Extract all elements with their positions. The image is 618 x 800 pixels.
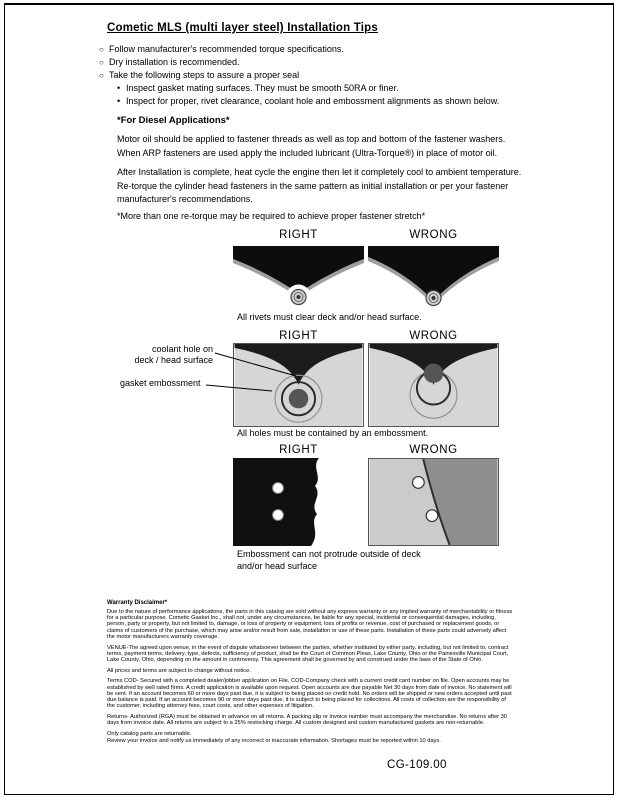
filled-bullet-icon: •: [117, 96, 121, 106]
list-item: [99, 70, 299, 81]
legal-section: [107, 600, 513, 749]
annotation-gasket-embossment: gasket embossment: [120, 378, 201, 388]
column-header-right: RIGHT: [279, 229, 318, 241]
legal-paragraph: Only catalog parts are returnable.: [107, 730, 192, 737]
embossment-protrusion-wrong-diagram: [369, 459, 498, 545]
hole-embossment-wrong-diagram: [369, 344, 498, 426]
tip-text: Follow manufacturer's recommended torque specifications.: [109, 44, 344, 54]
legal-paragraph: Due to the nature of performance applications, the parts in this catalog are sold without any express warranty or any implied warranty of merchantability or fitness for a particular purpose. Cometic Gasket Inc., shall not, under any circumstances, be liable for any special, incidental or consequential damages, including, person, party or property, but not limited to, damage, or loss of property or equipment, loss of profits or revenue, cost of purchased or replacement goods, or claims of customers of the purchase, which may arise and/or result from sale, installation or use of these parts. Installation of these parts could adversely affect the motor manufacturers warranty coverage.: [107, 609, 513, 640]
page-number: CG-109.00: [387, 759, 447, 771]
section-heading-diesel: *For Diesel Applications*: [117, 115, 230, 126]
tip-text: Take the following steps to assure a proper seal: [109, 70, 300, 80]
rivet-center-dot: [297, 295, 301, 299]
embossment-hole: [426, 510, 438, 522]
tip-text: Dry installation is recommended.: [109, 57, 240, 67]
diagram-caption: All holes must be contained by an embossment.: [237, 428, 429, 438]
list-item: [99, 57, 240, 68]
column-header-wrong: WRONG: [409, 330, 458, 342]
list-item: [99, 44, 344, 55]
embossment-protrusion-right-diagram: [233, 458, 364, 546]
legal-paragraph: VENUE-The agreed upon venue, in the event of dispute whatsoever between the parties, whether instituted by either party, including, but not limited to, contract terms, payment terms, delivery, type, defects, sufficiency of product, shall be the Court of Common Pleas, Lake County, Ohio or the Painesville Municipal Court, Lake County, Ohio, depending on the amount in controversy. This agreement shall be governed by and construed under the laws of the State of Ohio.: [107, 644, 509, 663]
embossment-hole: [273, 510, 284, 521]
column-header-wrong: WRONG: [409, 444, 458, 456]
connector-line-coolant-hole: [215, 353, 296, 376]
diagram-rivet-right-panel: [233, 246, 364, 308]
legal-heading: Warranty Disclaimer*: [107, 600, 168, 606]
rivet-center-dot: [432, 296, 436, 300]
paragraph: After Installation is complete, heat cycle the engine then let it completely cool to ambient temperature. Re-torque the cylinder head fasteners in the same pattern as initial installation or per your fastener manufacturer's recommendations.: [117, 167, 522, 204]
legal-paragraph: Review your invoice and notify us immediately of any incorrect or inaccurate information. Shortages must be reported within 10 days.: [107, 738, 441, 745]
annotation-text-line: deck / head surface: [134, 355, 213, 365]
filled-bullet-icon: •: [117, 83, 121, 93]
legal-paragraph: Returns- Authorized (RGA) must be obtained in advance on all returns. A packing slip or invoice number must accompany the merchandise. No returns after 30 days from invoice date. All returns are subject to a 25% restocking charge. All custom designed and custom manufactured gaskets are non-returnable.: [107, 713, 507, 727]
legal-paragraph: Terms COD- Secured with a completed dealer/jobber application on File, COD-Company check with a current credit card number on file. Open accounts may be established by well rated firms. A credit application is available upon request. Open accounts are due payable Net 30 days from date of invoice. No statement will be sent. If an account becomes 60 or more days past due, it is subject to being placed on credit hold. No orders will be shipped or new orders accepted until past due balance is paid. If an account becomes 90 or more days past due, it is subject to being placed for collections. All costs of collection are the responsibility of the customer, including attorney fees, court costs, and other expenses of litigation.: [107, 678, 512, 710]
annotation-text-line: coolant hole on: [151, 344, 213, 354]
embossment-hole: [273, 483, 284, 494]
embossment-hole: [412, 477, 424, 489]
column-header-right: RIGHT: [279, 330, 318, 342]
deck-surface-shape: [233, 458, 319, 546]
connector-line-gasket-embossment: [206, 385, 272, 391]
page-title: Cometic MLS (multi layer steel) Installation Tips: [107, 22, 378, 34]
diagram-caption: All rivets must clear deck and/or head surface.: [237, 312, 422, 322]
open-circle-bullet-icon: ○: [99, 58, 104, 67]
coolant-hole-shape: [424, 364, 444, 384]
tip-text: Inspect for proper, rivet clearance, coolant hole and embossment alignments as shown below.: [126, 96, 500, 106]
list-item: [117, 96, 499, 107]
diagram-protrusion-wrong-panel: [368, 458, 499, 546]
column-header-wrong: WRONG: [409, 229, 458, 241]
tip-text: Inspect gasket mating surfaces. They must be smooth 50RA or finer.: [126, 83, 399, 93]
diagram-caption: Embossment can not protrude outside of deck and/or head surface: [237, 549, 421, 571]
rivet-clearance-right-diagram: [233, 246, 364, 308]
annotation-connector-lines: [100, 340, 310, 410]
diagram-rivet-wrong-panel: [368, 246, 499, 308]
legal-paragraph: All prices and terms are subject to change without notice.: [107, 667, 251, 674]
diagram-protrusion-right-panel: [233, 458, 364, 546]
rivet-clearance-wrong-diagram: [368, 246, 499, 308]
open-circle-bullet-icon: ○: [99, 71, 104, 80]
paragraph: Motor oil should be applied to fastener threads as well as top and bottom of the fastener washers. When ARP fasteners are used apply the included lubricant (Ultra-Torque®) in place of motor oil.: [117, 134, 506, 158]
open-circle-bullet-icon: ○: [99, 45, 104, 54]
column-header-right: RIGHT: [279, 444, 318, 456]
diagram-embossment-wrong-panel: [368, 343, 499, 427]
paragraph: *More than one re-torque may be required to achieve proper fastener stretch*: [117, 211, 426, 221]
list-item: [117, 83, 398, 94]
